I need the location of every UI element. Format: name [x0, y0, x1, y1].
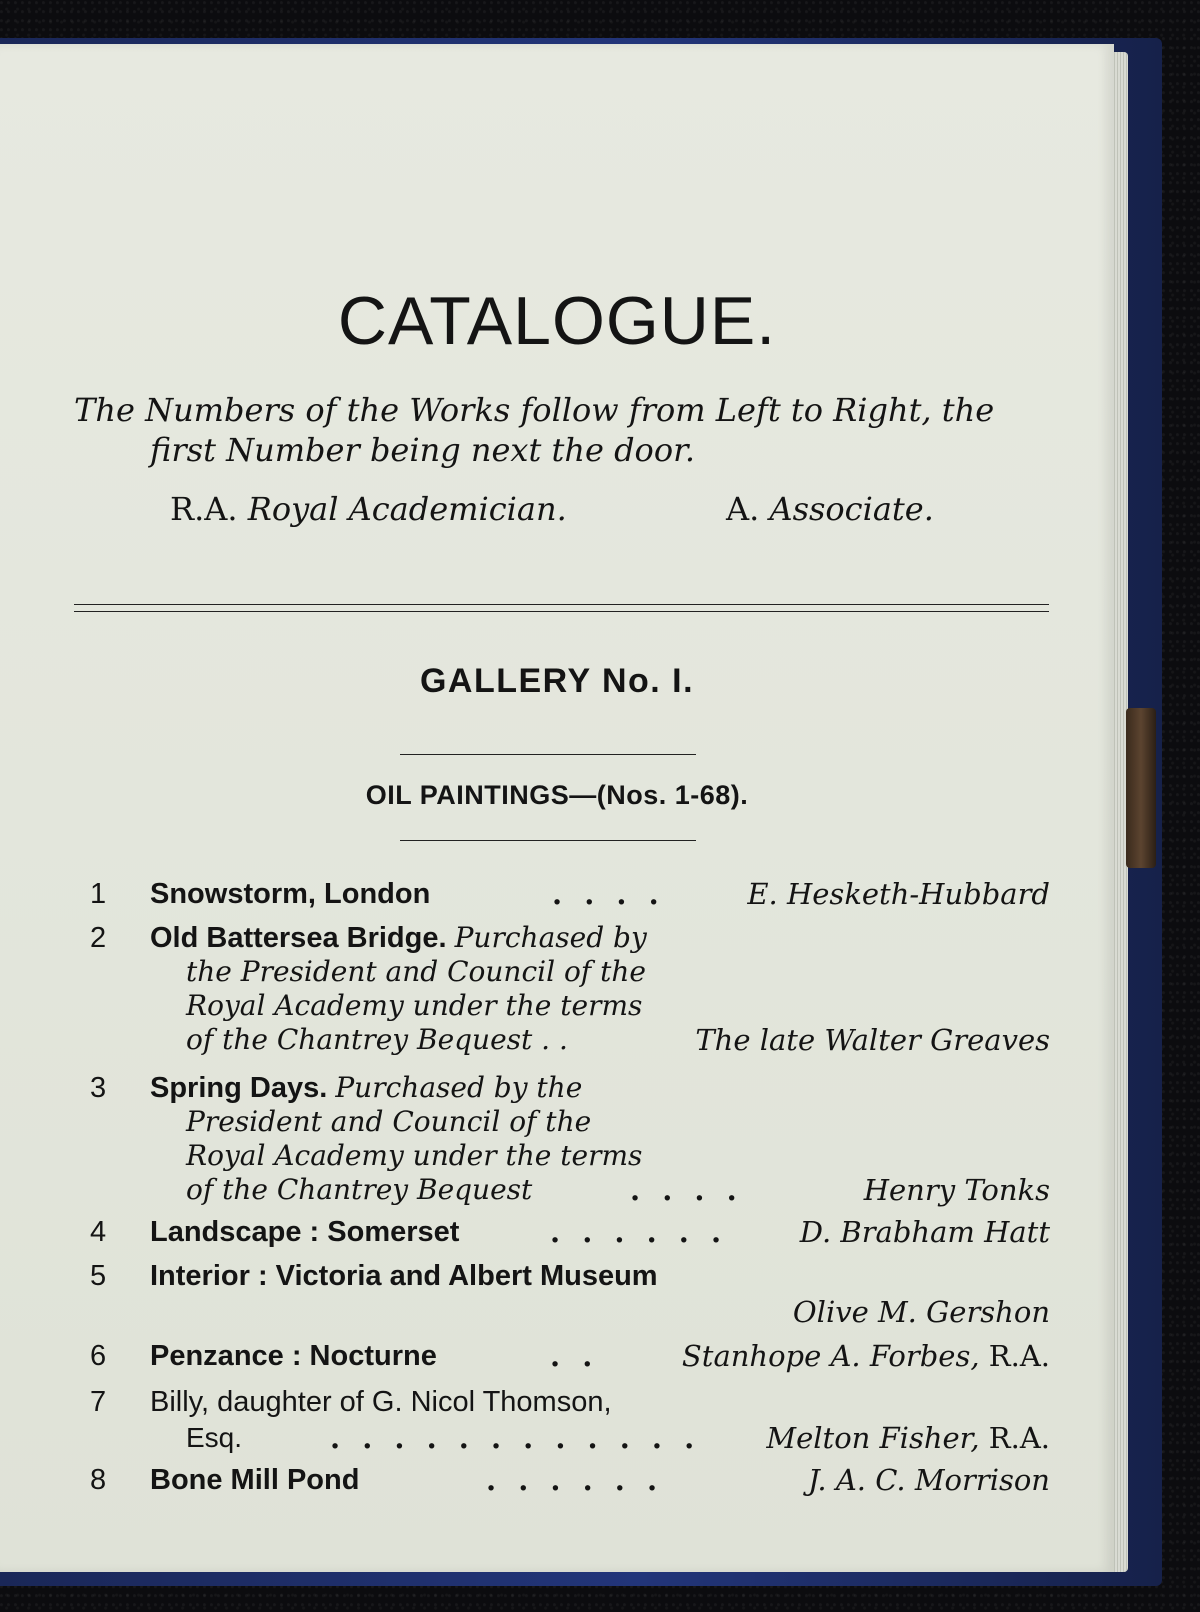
abbr-a: [726, 490, 934, 528]
entry-artist: The late Walter Greaves: [695, 1023, 1050, 1057]
short-rule-bottom: [400, 840, 696, 841]
gallery-heading: GALLERY No. I.: [419, 662, 695, 700]
entry-number: 7: [90, 1386, 107, 1418]
entry-note: Royal Academy under the terms: [186, 989, 643, 1022]
entry-artist: [766, 1420, 1050, 1456]
entry-artist: Henry Tonks: [863, 1173, 1050, 1207]
intro-text: [74, 390, 1054, 470]
entry-note: Purchased by the: [335, 1071, 583, 1104]
entry-number: 3: [90, 1072, 107, 1104]
leader-dots: . . . .: [630, 1173, 743, 1207]
entry-note: of the Chantrey Bequest . .: [186, 1023, 568, 1056]
entry-note: of the Chantrey Bequest: [186, 1173, 533, 1206]
entry-title: Penzance : Nocturne: [150, 1340, 437, 1372]
catalogue-entry-7: [90, 1384, 1050, 1462]
leader-dots: . .: [550, 1339, 599, 1373]
entry-note: President and Council of the: [186, 1105, 592, 1138]
entry-number: 4: [90, 1216, 107, 1248]
entry-title-text: Spring Days.: [150, 1072, 328, 1104]
leader-dots: . . . . . .: [550, 1215, 728, 1249]
catalogue-entry-6: [90, 1338, 1050, 1384]
catalogue-entry-3: [90, 1070, 1050, 1214]
page-title: CATALOGUE.: [337, 283, 777, 359]
short-rule-top: [400, 754, 696, 755]
entry-number: 1: [90, 878, 107, 910]
catalogue-page: [0, 44, 1114, 1572]
catalogue-entry-1: [90, 876, 1050, 920]
entry-note: Royal Academy under the terms: [186, 1139, 643, 1172]
leader-dots: . . . .: [552, 877, 665, 911]
intro-line-2: first Number being next the door.: [150, 431, 696, 469]
entry-artist: Olive M. Gershon: [792, 1295, 1050, 1329]
entry-title: Snowstorm, London: [150, 878, 431, 910]
artist-name: Stanhope A. Forbes,: [681, 1339, 980, 1373]
catalogue-entry-2: [90, 920, 1050, 1070]
entry-title: [150, 1070, 582, 1106]
abbr-a-code: A.: [726, 490, 760, 528]
entry-artist: J. A. C. Morrison: [808, 1463, 1050, 1497]
catalogue-entry-4: [90, 1214, 1050, 1258]
entry-number: 8: [90, 1464, 107, 1496]
entry-title: Billy, daughter of G. Nicol Thomson,: [150, 1386, 612, 1418]
entry-artist: [682, 1338, 1050, 1374]
artist-honour: R.A.: [988, 1421, 1050, 1455]
entry-note: Purchased by: [454, 921, 647, 954]
entry-note: the President and Council of the: [186, 955, 646, 988]
entry-title-text: Old Battersea Bridge.: [150, 922, 447, 954]
entry-title-continued: Esq.: [186, 1422, 243, 1453]
book-clasp: [1126, 708, 1156, 868]
entry-number: 5: [90, 1260, 107, 1292]
catalogue-entry-8: [90, 1462, 1050, 1506]
artist-honour: R.A.: [988, 1339, 1050, 1373]
entry-title: Bone Mill Pond: [150, 1464, 360, 1496]
abbr-ra-meaning: Royal Academician.: [247, 490, 567, 528]
artist-name: Melton Fisher,: [766, 1421, 980, 1455]
entry-artist: E. Hesketh-Hubbard: [747, 877, 1050, 911]
entry-number: 6: [90, 1340, 107, 1372]
entry-number: 2: [90, 922, 107, 954]
intro-line-1: The Numbers of the Works follow from Left to Right, the: [74, 391, 995, 429]
entry-title: Interior : Victoria and Albert Museum: [150, 1260, 658, 1292]
section-subheading: OIL PAINTINGS—(Nos. 1-68).: [365, 780, 749, 810]
abbreviations: [170, 490, 1020, 528]
abbr-a-meaning: Associate.: [769, 490, 934, 528]
double-rule-divider: [74, 604, 1049, 612]
abbr-ra-code: R.A.: [170, 490, 238, 528]
catalogue-entry-5: [90, 1258, 1050, 1338]
catalogue-entries: [90, 876, 1050, 1506]
leader-dots: . . . . . . . . . . . .: [330, 1421, 701, 1455]
entry-title: Landscape : Somerset: [150, 1216, 460, 1248]
entry-title: [150, 920, 647, 956]
entry-artist: D. Brabham Hatt: [799, 1215, 1050, 1249]
leader-dots: . . . . . .: [486, 1463, 664, 1497]
